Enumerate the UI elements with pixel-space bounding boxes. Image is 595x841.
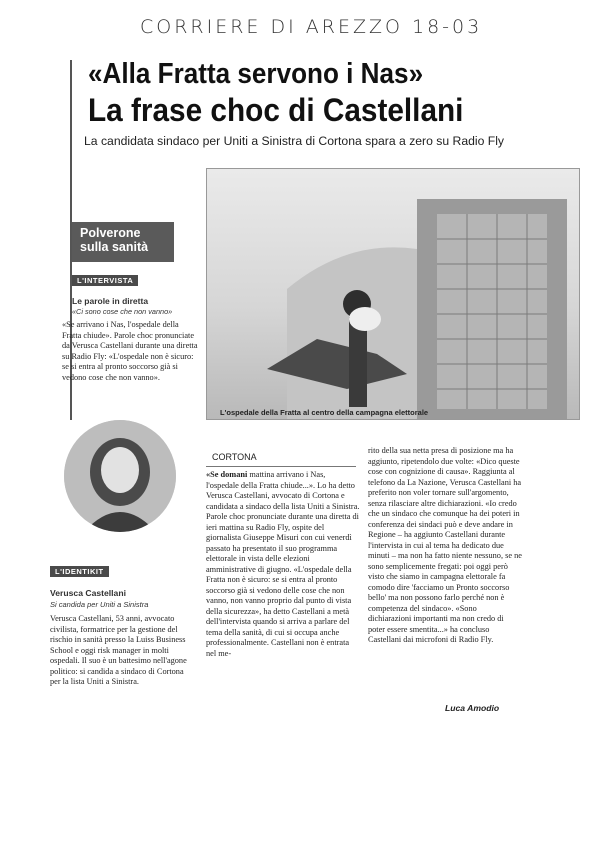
article-byline: Luca Amodio: [445, 703, 500, 713]
identikit-name: Verusca Castellani: [50, 588, 126, 598]
handwritten-header: CORRIERE DI AREZZO 18-03: [140, 16, 483, 38]
portrait-illustration: [64, 420, 176, 532]
identikit-body: Verusca Castellani, 53 anni, avvocato civilista, formatrice per la gestione del rischio in sanità presso la Luiss Business School e oggi risk manager in molti ospedali. Il suo è un battesimo nell'agone politico: si candida a sindaco di Cortona per la lista Uniti a Sinistra.: [50, 614, 187, 686]
interview-quote-sub: «Ci sono cose che non vanno»: [72, 307, 173, 316]
article-lead: «Se domani: [206, 470, 248, 479]
article-col2-text: rito della sua netta presa di posizione ma ha aggiunto, ripetendolo due volte: «Dico queste cose con cognizione di causa». Raggiunta al telefono da La Nazione, Verusca Castellani ha preferito non voler tornare sull'argomento, senza rilasciare altre dichiarazioni. «Io credo che un sindaco che comunque ha dei poteri in conferenza dei sindaci può e deve andare in Regione – ha aggiunto Castellani durante l'intervista in cui al tema ha dedicato due minuti – ma non ha fatto niente nessuno, se ne sono semplicemente fregati: poi oggi però visto che siamo in campagna elettorale fa comodo dire 'facciamo un Pronto soccorso bello' ma non possono farlo perché non è competenza del sindaco». «Sono dichiarazioni importanti ma non credo di poter essere smentita...» ha concluso Castellani dai microfoni di Radio Fly.: [368, 446, 522, 644]
identikit-role: Si candida per Uniti a Sinistra: [50, 600, 149, 609]
portrait-photo: [64, 420, 176, 532]
article-dateline: CORTONA: [212, 452, 257, 462]
hospital-photo: [206, 168, 580, 420]
dateline-rule: [206, 466, 356, 467]
article-column-2: [368, 446, 522, 646]
interview-title: Le parole in diretta: [72, 296, 149, 306]
article-column-1: [206, 470, 360, 659]
hospital-illustration: [207, 169, 579, 419]
identikit-tag: L'IDENTIKIT: [50, 566, 109, 577]
article-col1-text: mattina arrivano i Nas, l'ospedale della Fratta chiude...». Lo ha detto Verusca Castellani, avvocato di Cortona e candidata a sindaco della lista Uniti a Sinistra. Parole choc pronunciate durante una diretta di ieri mattina su Radio Fly, ospite del giornalista Giuseppe Misuri con cui venerdì passato ha presentato il suo programma elettorale in vista delle elezioni amministrative di giugno. «L'ospedale della Fratta non è sicuro: se si entra al pronto soccorso già si vedono delle cose che non vanno, non vanno proprio dal punto di vista della sicurezza», ha detto Castellani a metà dell'intervista quando si arriva a parlare del tema della sanità, di cui si occupa anche professionalmente. Castellani non è entrata nel me-: [206, 470, 360, 658]
section-box: Polverone sulla sanità: [72, 222, 174, 262]
headline-line1: «Alla Fratta servono i Nas»: [88, 58, 424, 90]
interview-tag: L'INTERVISTA: [72, 275, 138, 286]
headline-line2: La frase choc di Castellani: [88, 92, 464, 128]
photo-caption: L'ospedale della Fratta al centro della campagna elettorale: [220, 408, 429, 417]
subheadline: La candidata sindaco per Uniti a Sinistra di Cortona spara a zero su Radio Fly: [84, 134, 505, 148]
interview-body: «Se arrivano i Nas, l'ospedale della Fratta chiude». Parole choc pronunciate da Verusca Castellani durante una diretta su Radio Fly: «L'ospedale non è sicuro: se si entra al pronto soccorso già si vedono cose che non vanno».: [62, 320, 198, 382]
